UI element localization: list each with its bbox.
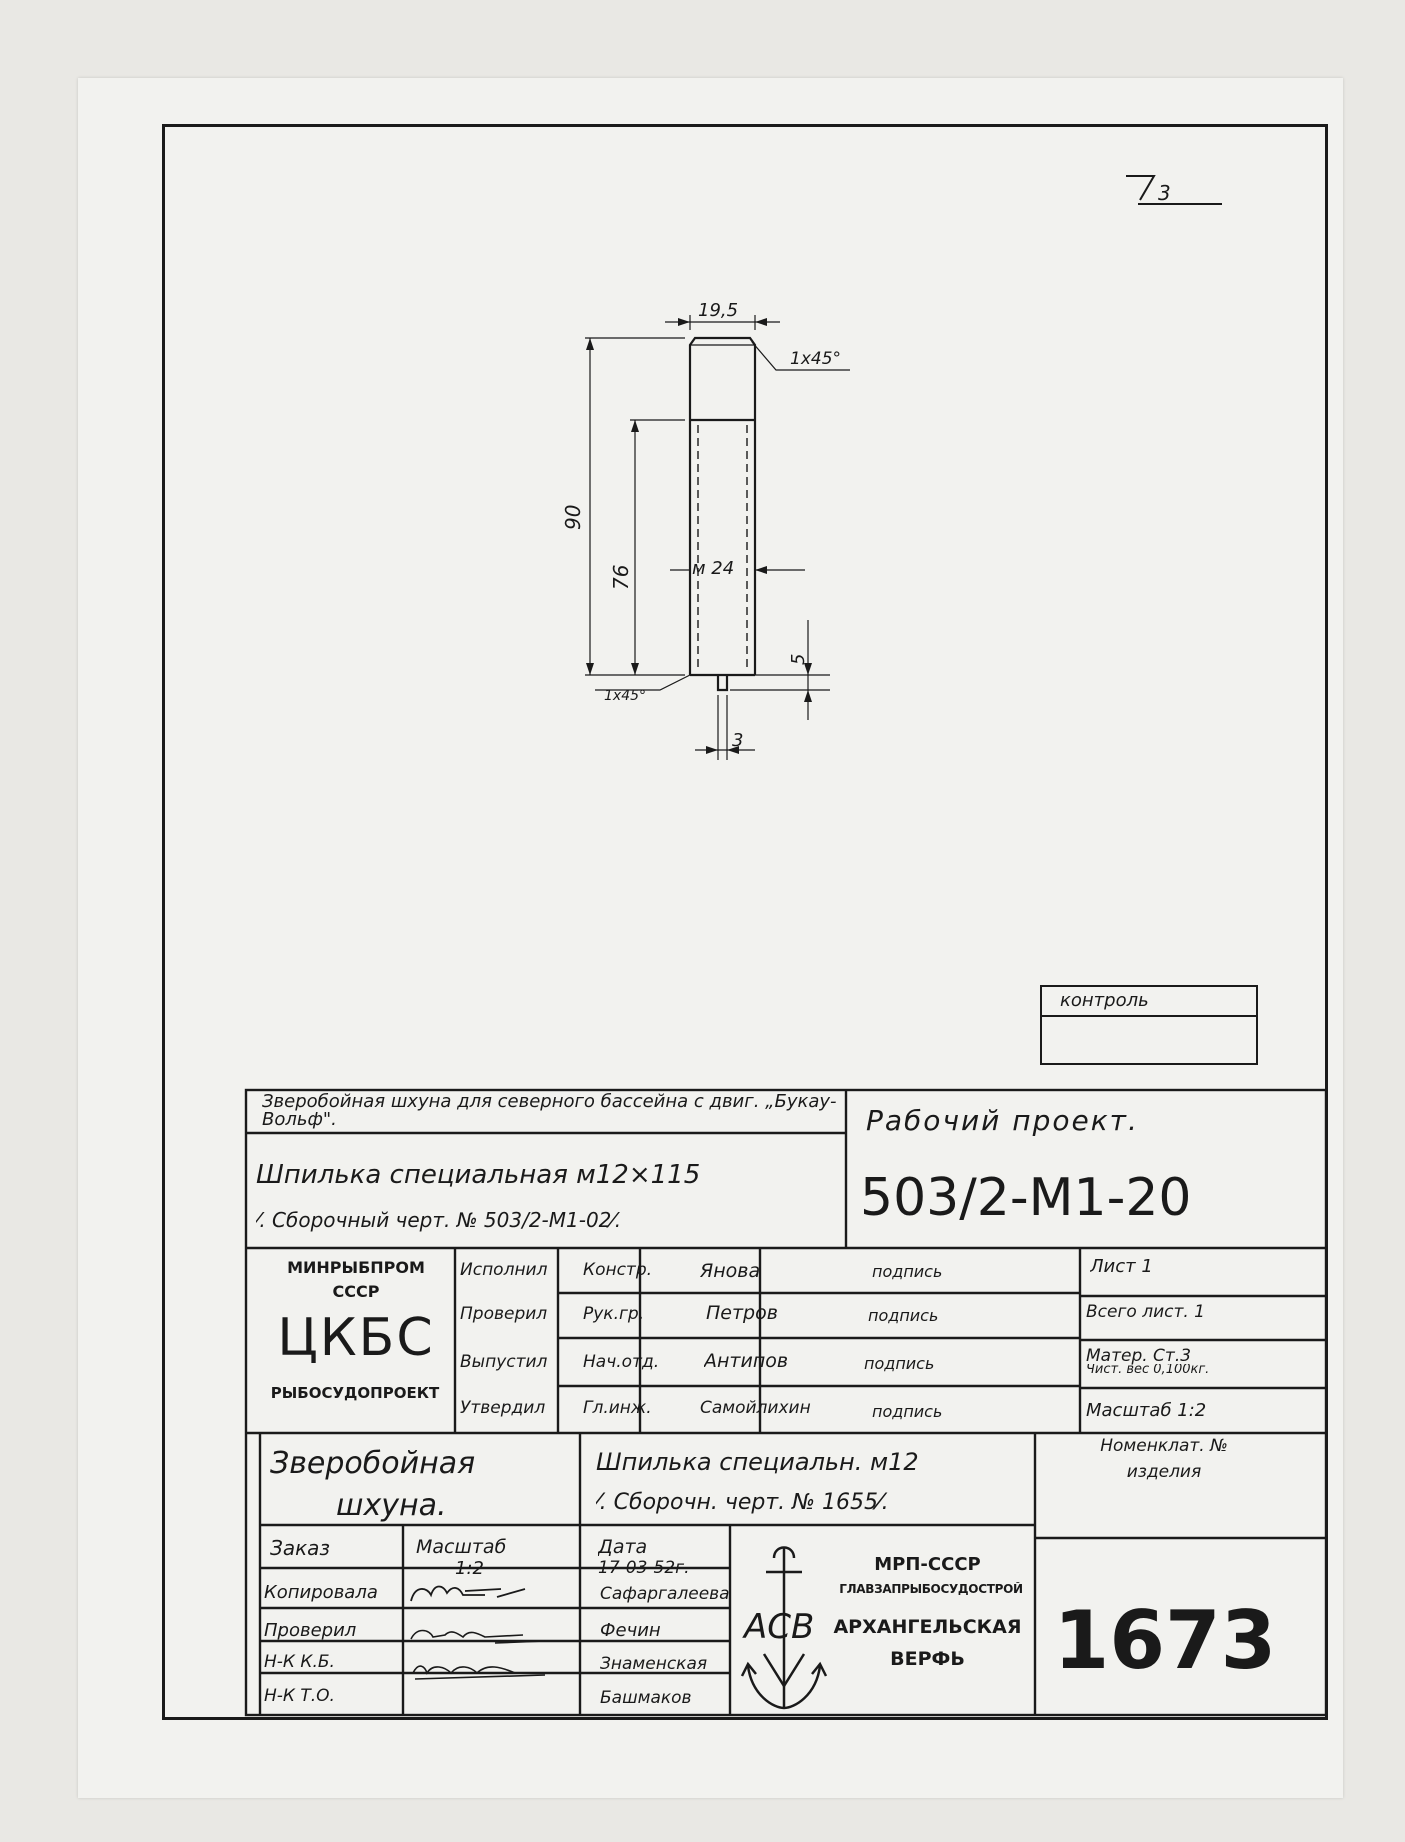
sign-executed: подпись — [872, 1262, 943, 1281]
vessel-name-line2: шхуна. — [336, 1488, 447, 1523]
dim-tip-width: 3 — [732, 730, 744, 751]
material: Матер. Ст.3 — [1086, 1346, 1192, 1366]
org-bureau: РЫБОСУДОПРОЕКТ — [270, 1384, 440, 1402]
role-released: Выпустил — [460, 1352, 548, 1372]
plant-ministry: МРП-СССР — [874, 1554, 981, 1575]
sheet-total: Всего лист. 1 — [1086, 1302, 1205, 1322]
dim-chamfer-bottom: 1x45° — [604, 688, 647, 704]
order-label: Заказ — [270, 1536, 331, 1560]
position-executed: Констр. — [583, 1260, 653, 1280]
role-checked: Проверил — [460, 1304, 548, 1324]
assembly-reference: ⁄. Сборочный черт. № 503/2-М1-02⁄. — [256, 1208, 622, 1232]
plant-directorate: ГЛАВЗАПРЫБОСУДОСТРОЙ — [839, 1582, 1023, 1596]
position-released: Нач.отд. — [583, 1352, 660, 1372]
sheet-number: Лист 1 — [1090, 1256, 1153, 1277]
project-stage: Рабочий проект. — [866, 1104, 1139, 1137]
name-copied: Сафаргалеева — [600, 1584, 730, 1604]
role-copied: Копировала — [264, 1582, 378, 1603]
vessel-description: Зверобойная шхуна для северного бассейна с двиг. „Букау-Вольф". — [262, 1093, 837, 1129]
nomenclature-item: изделия — [1126, 1462, 1202, 1482]
role-checked-lower: Проверил — [264, 1620, 357, 1641]
org-country: СССР — [332, 1282, 380, 1301]
date-value: 17-03-52г. — [598, 1558, 690, 1578]
part-name: Шпилька специальная м12×115 — [256, 1160, 701, 1190]
sign-released: подпись — [864, 1354, 935, 1373]
logo-letters: АСВ — [744, 1607, 815, 1647]
dim-thread: м 24 — [692, 558, 735, 579]
dim-total-length: 90 — [561, 504, 585, 530]
name-released: Антипов — [704, 1350, 789, 1372]
name-checked: Петров — [706, 1302, 778, 1324]
date-label: Дата — [598, 1536, 648, 1558]
plant-city: АРХАНГЕЛЬСКАЯ — [833, 1616, 1022, 1638]
dim-thread-length: 76 — [609, 564, 633, 590]
anchor-logo-icon — [734, 1536, 834, 1718]
scale: Масштаб 1:2 — [1086, 1400, 1207, 1421]
vessel-name-line1: Зверобойная — [270, 1446, 476, 1481]
name-executed: Янова — [700, 1260, 761, 1282]
role-executed: Исполнил — [460, 1260, 548, 1280]
plant-shipyard: ВЕРФЬ — [890, 1648, 965, 1670]
position-approved: Гл.инж. — [583, 1398, 652, 1418]
org-ministry: МИНРЫБПРОМ — [287, 1258, 425, 1277]
dim-width: 19,5 — [698, 300, 739, 321]
name-head-kb: Знаменская — [600, 1654, 708, 1674]
name-checked-lower: Фечин — [600, 1620, 661, 1641]
role-head-to: Н-К Т.О. — [264, 1686, 335, 1706]
org-code: ЦКБС — [277, 1308, 435, 1368]
net-weight: Чист. вес 0,100кг. — [1086, 1364, 1210, 1376]
part-name-short: Шпилька специальн. м12 — [596, 1448, 919, 1476]
sign-checked: подпись — [868, 1306, 939, 1325]
position-checked: Рук.гр. — [583, 1304, 645, 1324]
role-head-kb: Н-К К.Б. — [264, 1652, 335, 1672]
dim-tip-height: 5 — [788, 653, 809, 665]
dim-chamfer-top: 1x45° — [790, 349, 842, 369]
nomenclature-label: Номенклат. № — [1100, 1436, 1228, 1456]
sign-approved: подпись — [872, 1402, 943, 1421]
document-number: 503/2-М1-20 — [860, 1168, 1192, 1228]
archive-number: 1673 — [1053, 1596, 1277, 1686]
name-head-to: Башмаков — [600, 1688, 692, 1708]
part-drawing — [540, 290, 870, 770]
roughness-value: 3 — [1158, 181, 1171, 205]
control-label: контроль — [1060, 990, 1149, 1011]
name-approved: Самойлихин — [700, 1398, 811, 1418]
scale-value: 1:2 — [455, 1558, 484, 1579]
signatures — [405, 1575, 575, 1720]
role-approved: Утвердил — [460, 1398, 546, 1418]
roughness-symbol — [1120, 170, 1230, 215]
scale-label: Масштаб — [416, 1536, 507, 1558]
assembly-reference-short: ⁄. Сборочн. черт. № 1655⁄. — [596, 1490, 889, 1515]
